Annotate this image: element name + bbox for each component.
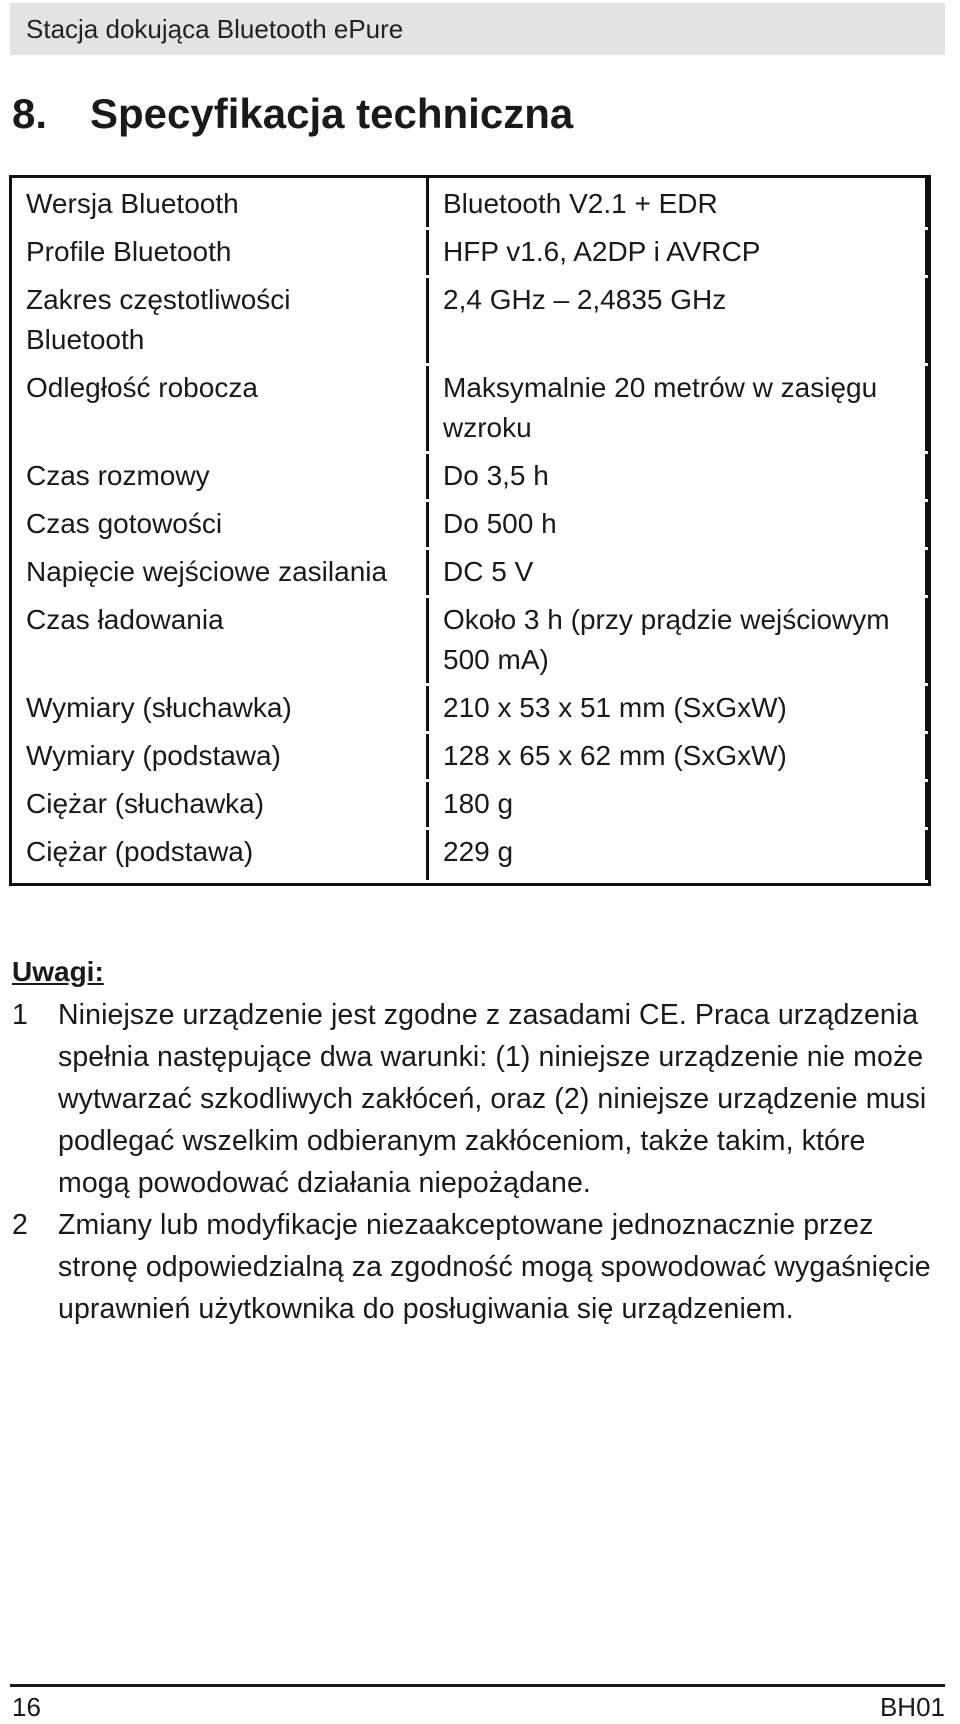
table-row	[12, 829, 927, 882]
table-row	[12, 277, 927, 365]
spec-value: HFP v1.6, A2DP i AVRCP	[428, 229, 927, 277]
spec-label: Czas ładowania	[12, 597, 428, 685]
spec-label: Wymiary (słuchawka)	[12, 685, 428, 733]
spec-label: Wersja Bluetooth	[12, 178, 428, 229]
spec-value: Bluetooth V2.1 + EDR	[428, 178, 927, 229]
table-row	[12, 685, 927, 733]
page-number: 16	[12, 1692, 41, 1722]
section-number: 8.	[12, 90, 48, 137]
running-header-title: Stacja dokująca Bluetooth ePure	[26, 13, 404, 44]
spec-label: Ciężar (słuchawka)	[12, 781, 428, 829]
notes-heading: Uwagi:	[12, 956, 104, 987]
spec-value: 128 x 65 x 62 mm (SxGxW)	[428, 733, 927, 781]
spec-value: Maksymalnie 20 metrów w zasięgu wzroku	[428, 365, 927, 453]
section-title	[12, 90, 573, 138]
notes-section	[12, 952, 932, 1330]
spec-value: Do 3,5 h	[428, 453, 927, 501]
spec-value: 2,4 GHz – 2,4835 GHz	[428, 277, 927, 365]
spec-value: DC 5 V	[428, 549, 927, 597]
table-row	[12, 501, 927, 549]
spec-label: Ciężar (podstawa)	[12, 829, 428, 882]
table-row	[12, 453, 927, 501]
note-item	[12, 1204, 932, 1330]
spec-label: Czas rozmowy	[12, 453, 428, 501]
section-title-text: Specyfikacja techniczna	[90, 90, 574, 137]
note-text: Zmiany lub modyfikacje niezaakceptowane jednoznacznie przez stronę odpowiedzialną za zgodność mogą spowodować wygaśnięcie uprawnień użytkownika do posługiwania się urządzeniem.	[58, 1209, 931, 1325]
note-number: 2	[12, 1209, 28, 1241]
spec-value: Do 500 h	[428, 501, 927, 549]
spec-value: 229 g	[428, 829, 927, 882]
note-text: Niniejsze urządzenie jest zgodne z zasadami CE. Praca urządzenia spełnia następujące dwa warunki: (1) niniejsze urządzenie nie może wytwarzać szkodliwych zakłóceń, oraz (2) niniejsze urządzenie musi podlegać wszelkim odbieranym zakłóceniom, także takim, które mogą powodować działania niepożądane.	[58, 999, 927, 1199]
footer-divider	[10, 1684, 945, 1687]
table-row	[12, 549, 927, 597]
table-row	[12, 178, 927, 229]
spec-label: Profile Bluetooth	[12, 229, 428, 277]
spec-label: Wymiary (podstawa)	[12, 733, 428, 781]
spec-value: Około 3 h (przy prądzie wejściowym 500 mA)	[428, 597, 927, 685]
spec-table	[12, 178, 928, 883]
spec-value: 180 g	[428, 781, 927, 829]
table-row	[12, 365, 927, 453]
spec-label: Zakres częstotliwości Bluetooth	[12, 277, 428, 365]
note-number: 1	[12, 999, 28, 1031]
model-code: BH01	[879, 1692, 945, 1722]
note-item	[12, 994, 932, 1204]
table-row	[12, 229, 927, 277]
table-row	[12, 733, 927, 781]
spec-label: Napięcie wejściowe zasilania	[12, 549, 428, 597]
table-row	[12, 781, 927, 829]
running-header	[10, 3, 945, 55]
spec-label: Czas gotowości	[12, 501, 428, 549]
table-row	[12, 597, 927, 685]
spec-label: Odległość robocza	[12, 365, 428, 453]
spec-value: 210 x 53 x 51 mm (SxGxW)	[428, 685, 927, 733]
